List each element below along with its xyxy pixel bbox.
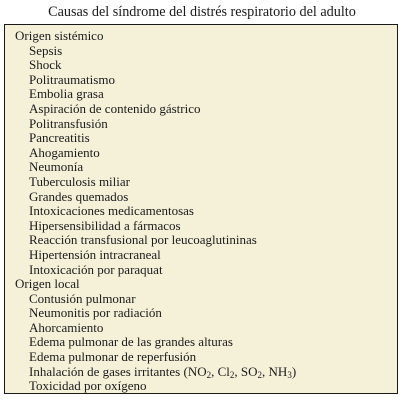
list-item: Pancreatitis xyxy=(29,130,90,146)
list-item: Tuberculosis miliar xyxy=(29,173,130,189)
gases-suffix: ) xyxy=(291,363,297,379)
gases-sep-2: , SO xyxy=(234,363,258,379)
list-item: Edema pulmonar de reperfusión xyxy=(29,349,197,365)
list-item: Ahorcamiento xyxy=(29,319,104,335)
list-item: Neumonía xyxy=(29,159,84,175)
list-item: Politransfusión xyxy=(29,115,108,131)
list-item: Politraumatismo xyxy=(29,71,115,87)
group-label-local: Origen local xyxy=(15,276,80,292)
list-item: Intoxicación por paraquat xyxy=(29,261,163,277)
list-item: Neumonitis por radiación xyxy=(29,305,162,321)
list-item: Reacción transfusional por leucoaglutininas xyxy=(29,232,257,248)
gases-sub-3: 2 xyxy=(257,369,263,380)
causes-box xyxy=(4,24,398,394)
list-item: Contusión pulmonar xyxy=(29,290,136,306)
list-item: Hipersensibilidad a fármacos xyxy=(29,217,181,233)
list-item: Shock xyxy=(29,57,62,73)
list-item: Toxicidad por oxígeno xyxy=(29,378,147,394)
list-item: Embolia grasa xyxy=(29,86,104,102)
causes-list xyxy=(15,29,296,394)
list-item: Hipertensión intracraneal xyxy=(29,246,161,262)
list-item: Edema pulmonar de las grandes alturas xyxy=(29,334,233,350)
list-item: Sepsis xyxy=(29,42,63,58)
list-item: Ahogamiento xyxy=(29,144,100,160)
group-label-systemic: Origen sistémico xyxy=(15,28,104,43)
gases-sep-1: , Cl xyxy=(211,363,230,379)
table-title: Causas del síndrome del distrés respiratorio del adulto xyxy=(48,4,356,20)
gases-sub-4: 3 xyxy=(287,369,292,380)
gases-prefix: Inhalación de gases irritantes (NO xyxy=(29,363,207,379)
gases-sub-2: 2 xyxy=(229,369,235,380)
list-item-gases xyxy=(15,365,296,380)
gases-sep-3: , NH xyxy=(262,363,288,379)
list-item: Aspiración de contenido gástrico xyxy=(29,100,201,116)
list-item: Intoxicaciones medicamentosas xyxy=(29,203,194,219)
gases-sub-1: 2 xyxy=(206,369,212,380)
list-item: Grandes quemados xyxy=(29,188,129,204)
